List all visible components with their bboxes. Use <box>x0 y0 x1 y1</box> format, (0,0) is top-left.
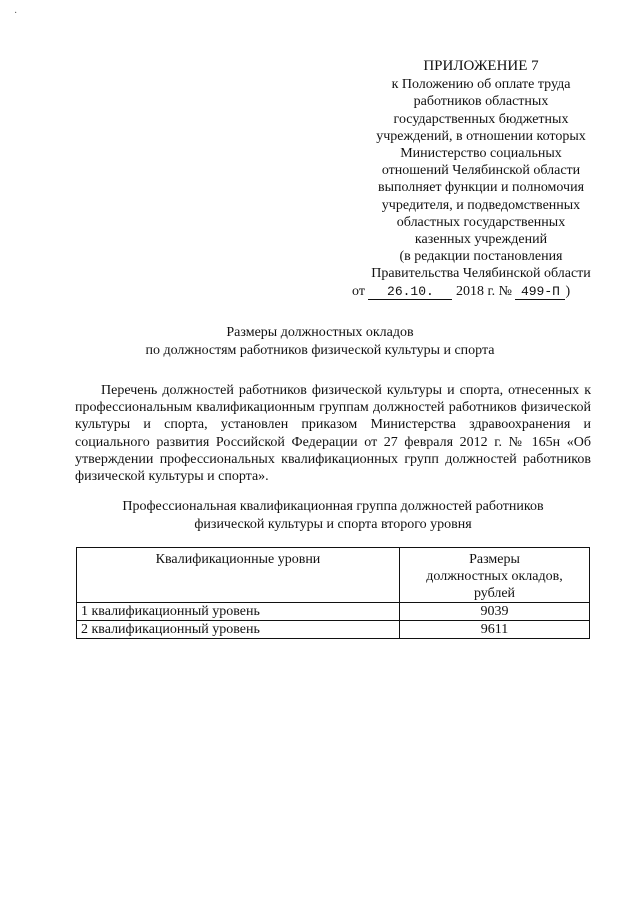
table-row <box>77 603 590 621</box>
appendix-line: областных государственных <box>396 214 566 230</box>
appendix-line: Министерство социальных <box>400 146 562 162</box>
appendix-line: отношений Челябинской области <box>381 163 581 179</box>
header-salary-sizes <box>400 548 590 603</box>
salary-cell: 9611 <box>400 621 590 639</box>
resolution-reference <box>336 283 626 300</box>
resolution-number: 499-П <box>515 284 565 300</box>
table-row <box>77 621 590 639</box>
salary-table <box>76 547 590 639</box>
document-title <box>0 324 640 360</box>
document-title-line: по должностям работников физической культуры и спорта <box>145 343 495 358</box>
year-number-label: 2018 г. № <box>455 283 512 299</box>
header-salary-line: должностных окладов, <box>426 569 563 584</box>
appendix-line: работников областных <box>413 94 549 110</box>
header-salary-line: рублей <box>473 586 516 601</box>
qualification-level-cell: 1 квалификационный уровень <box>77 603 400 621</box>
appendix-line: к Положению об оплате труда <box>391 77 571 93</box>
qualification-level-cell: 2 квалификационный уровень <box>77 621 400 639</box>
closing-paren: ) <box>565 283 571 299</box>
from-label: от <box>352 283 365 299</box>
appendix-line: учредителя, и подведомственных <box>381 197 581 213</box>
appendix-line: Правительства Челябинской области <box>371 266 591 282</box>
group-title-line: физической культуры и спорта второго уровня <box>194 517 472 532</box>
header-qualification-levels: Квалификационные уровни <box>77 548 400 603</box>
scan-mark: · <box>14 8 18 19</box>
group-title <box>75 498 591 534</box>
appendix-line: казенных учреждений <box>414 232 548 248</box>
appendix-header <box>336 58 626 300</box>
group-title-line: Профессиональная квалификационная группа должностей работников <box>122 499 544 514</box>
body-paragraph: Перечень должностей работников физической культуры и спорта, отнесенных к профессиональным квалификационным группам должностей работников физической культуры и спорта, установлен приказом Министерства здравоохранения и социального развития Российской Федерации от 27 февраля 2012 г. № 165н «Об утверждении профессиональных квалификационных групп должностей работников физической культуры и спорта». <box>75 383 591 485</box>
appendix-line: выполняет функции и полномочия <box>377 180 585 196</box>
appendix-line: (в редакции постановления <box>399 249 563 265</box>
document-title-line: Размеры должностных окладов <box>226 325 414 340</box>
header-salary-line: Размеры <box>469 552 520 567</box>
appendix-line: учреждений, в отношении которых <box>376 128 586 144</box>
resolution-date: 26.10. <box>368 284 452 300</box>
salary-cell: 9039 <box>400 603 590 621</box>
appendix-line: государственных бюджетных <box>393 111 569 127</box>
appendix-title: ПРИЛОЖЕНИЕ 7 <box>423 58 539 74</box>
table-header-row <box>77 548 590 603</box>
